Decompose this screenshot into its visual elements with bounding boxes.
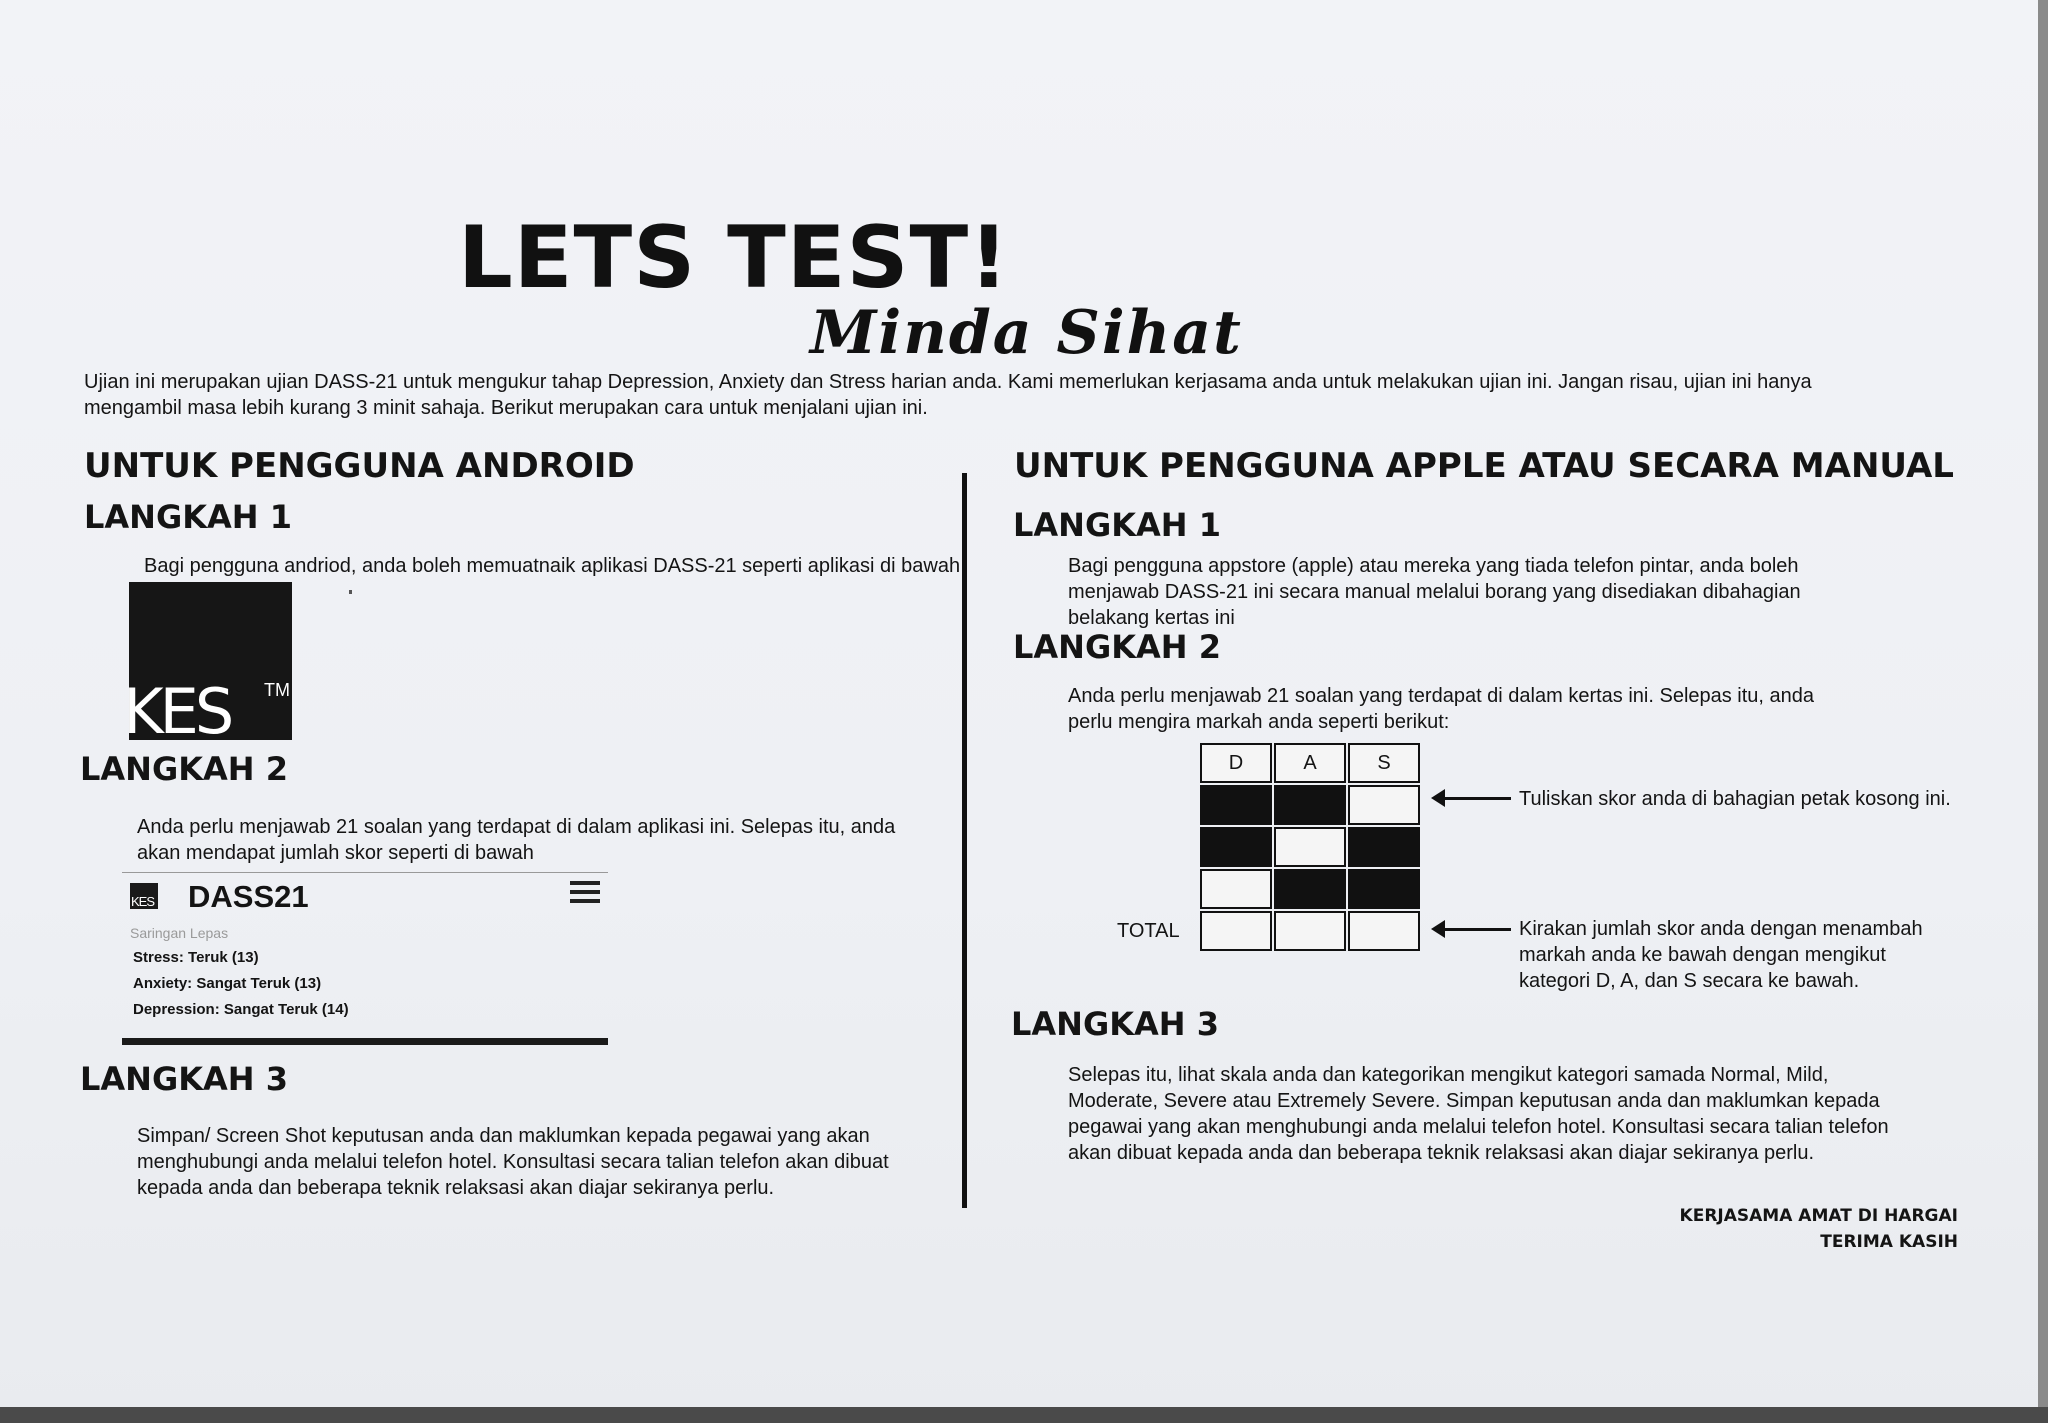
note-bottom: Kirakan jumlah skor anda dengan menambah markah anda ke bawah dengan mengikut kategori D, A, dan S secara ke bawah.: [1519, 918, 1923, 992]
grid-cell-empty: [1200, 869, 1272, 909]
result-depression: Depression: Sangat Teruk (14): [133, 1001, 349, 1018]
apple-step2-label: LANGKAH 2: [1013, 628, 1221, 666]
page-subtitle: Minda Sihat: [810, 298, 1243, 368]
android-step3-text: Simpan/ Screen Shot keputusan anda dan maklumkan kepada pegawai yang akan menghubungi anda melalui telefon hotel. Konsultasi secara talian telefon akan dibuat kepada anda dan beberapa teknik relaksasi akan diajar sekiranya perlu.: [137, 1125, 889, 1199]
apple-step3-label: LANGKAH 3: [1011, 1005, 1219, 1043]
android-step3-label: LANGKAH 3: [80, 1060, 288, 1098]
grid-cell: [1200, 785, 1272, 825]
closing-line2: TERIMA KASIH: [1820, 1232, 1958, 1252]
paper-edge-bottom: [0, 1407, 2048, 1423]
intro-text: Ujian ini merupakan ujian DASS-21 untuk mengukur tahap Depression, Anxiety dan Stress harian anda. Kami memerlukan kerjasama anda untuk melakukan ujian ini. Jangan risau, ujian ini hanya mengambil masa lebih kurang 3 minit sahaja. Berikut merupakan cara untuk menjalani ujian ini.: [84, 371, 1812, 419]
android-step1-text: Bagi pengguna andriod, anda boleh memuatnaik aplikasi DASS-21 seperti aplikasi di bawah: [144, 555, 961, 577]
grid-cell-empty: [1274, 827, 1346, 867]
android-step2-label: LANGKAH 2: [80, 750, 288, 788]
grid-total-a: [1274, 911, 1346, 951]
arrow-left-icon: [1443, 928, 1511, 931]
hamburger-menu-icon: [570, 881, 600, 908]
grid-cell: [1274, 785, 1346, 825]
grid-cell: [1348, 827, 1420, 867]
grid-total-d: [1200, 911, 1272, 951]
grid-header-s: S: [1348, 743, 1420, 783]
app-mini-logo-text: KES: [131, 894, 155, 909]
grid-cell: [1348, 869, 1420, 909]
android-heading: UNTUK PENGGUNA ANDROID: [84, 446, 635, 486]
kes-logo: [123, 582, 292, 748]
result-stress: Stress: Teruk (13): [133, 949, 259, 966]
note-top: Tuliskan skor anda di bahagian petak kosong ini.: [1519, 788, 1951, 810]
grid-header-a: A: [1274, 743, 1346, 783]
grid-cell: [1200, 827, 1272, 867]
apple-heading: UNTUK PENGGUNA APPLE ATAU SECARA MANUAL: [1014, 446, 1954, 486]
android-step2-text: Anda perlu menjawab 21 soalan yang terdapat di dalam aplikasi ini. Selepas itu, anda akan mendapat jumlah skor seperti di bawah: [137, 816, 896, 864]
paper-edge-right: [2038, 0, 2048, 1423]
grid-cell-empty: [1348, 785, 1420, 825]
android-step1-label: LANGKAH 1: [84, 498, 292, 536]
app-mini-logo: [130, 883, 158, 909]
apple-step3-text: Selepas itu, lihat skala anda dan kategorikan mengikut kategori samada Normal, Mild, Moderate, Severe atau Extremely Severe. Simpan keputusan anda dan maklumkan kepada pegawai yang akan menghubungi anda melalui telefon hotel. Konsultasi secara talian telefon akan dibuat kepada anda dan beberapa teknik relaksasi akan diajar sekiranya perlu.: [1068, 1064, 1889, 1164]
column-divider: [962, 473, 967, 1208]
grid-header-d: D: [1200, 743, 1272, 783]
kes-logo-tm: TM: [264, 680, 290, 700]
app-result-screenshot: [122, 872, 608, 1045]
arrow-left-icon: [1443, 797, 1511, 800]
grid-total-s: [1348, 911, 1420, 951]
total-label: TOTAL: [1117, 920, 1180, 942]
apple-step2-text: Anda perlu menjawab 21 soalan yang terdapat di dalam kertas ini. Selepas itu, anda perlu mengira markah anda seperti berikut:: [1068, 685, 1815, 733]
apple-step1-text: Bagi pengguna appstore (apple) atau mereka yang tiada telefon pintar, anda boleh menjawab DASS-21 ini secara manual melalui borang yang disediakan dibahagian belakang kertas ini: [1068, 555, 1801, 629]
app-name: DASS21: [188, 879, 309, 914]
grid-cell: [1274, 869, 1346, 909]
apple-step1-label: LANGKAH 1: [1013, 506, 1221, 544]
page-title: LETS TEST!: [458, 208, 1010, 308]
result-anxiety: Anxiety: Sangat Teruk (13): [133, 975, 322, 992]
closing-line1: KERJASAMA AMAT DI HARGAI: [1679, 1206, 1958, 1226]
speck: [349, 590, 352, 594]
app-subtitle: Saringan Lepas: [130, 925, 229, 941]
kes-logo-text: KES: [123, 675, 231, 748]
